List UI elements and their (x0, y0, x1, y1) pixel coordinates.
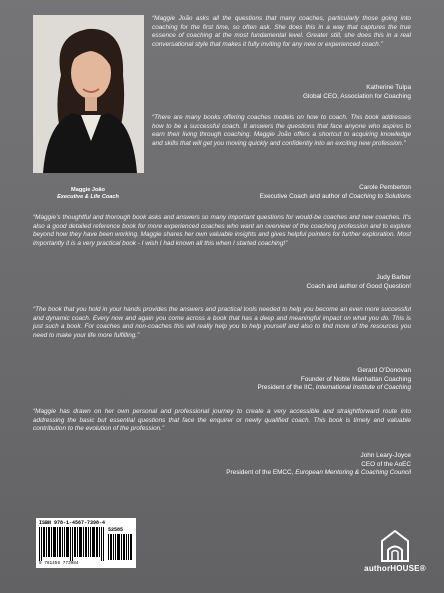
publisher-logo (360, 530, 430, 580)
author-name: Maggie João (71, 187, 105, 193)
isbn-barcode (36, 518, 136, 568)
testimonial-attribution (152, 84, 411, 101)
affiliation-text: President of the EMCC, (226, 469, 296, 477)
affiliation-text: President of the IIC, (257, 384, 316, 392)
testimonial-author: John Leary-Joyce (360, 452, 411, 459)
testimonial-attribution (33, 452, 411, 478)
house-icon (381, 530, 409, 562)
barcode-digits: 9 781456 773984 (39, 561, 79, 566)
testimonial-quote: “Maggie’s thoughtful and thorough book asks and answers so many important questions for would-be coaches and new coaches. It’s also a good detailed reference book for more experienced coaches who want an overview of the coaching profession and to explore beyond how they have been working. Maggie shares her own valuable insights and gives helpful pointers for further exploration. Most importantly it is a very practical book - I wish I had known all this when I started coaching!” (33, 214, 411, 247)
price-code: 52585 (108, 527, 124, 533)
price-barcode-bars (108, 534, 133, 560)
testimonial-affiliation: Global CEO, Association for Coaching (303, 92, 411, 100)
barcode-bars (39, 527, 105, 561)
affiliation-title: European Mentoring & Coaching Council (295, 469, 411, 477)
author-photo (33, 15, 144, 173)
testimonial-affiliation: CEO of the AoEC (361, 460, 411, 468)
testimonial-author: Katherine Tulpa (366, 84, 411, 91)
testimonial-affiliation: Founder of Noble Manhattan Coaching (300, 375, 411, 383)
testimonial-attribution (33, 367, 411, 393)
testimonial-quote: “The book that you hold in your hands provides the answers and practical tools needed to help you become an even more successful and dynamic coach. Every now and again you come across a book that has a deep and meaningful impact on what you do. This is just such a book. For coaches and non-coaches this will really help you to help yourself and also to find more of the resources you need to make your life more fulfilling.” (33, 306, 411, 339)
affiliation-text: Executive Coach and author of (259, 192, 349, 200)
affiliation-title: International Institute of Coaching (315, 384, 411, 392)
author-role: Executive & Life Coach (57, 194, 119, 200)
testimonial-quote: “There are many books offering coaches models on how to coach. This book addresses how to be a successful coach. It answers the questions that face anyone who aspires to earn their living through coaching. Maggie João offers a shortcut to acquiring knowledge and skills that will get you moving quickly and confidently into an exciting new profession.” (152, 114, 411, 147)
testimonial-author: Judy Barber (376, 274, 411, 281)
publisher-name: authorHOUSE® (364, 564, 426, 573)
testimonial-author: Carole Pemberton (359, 184, 411, 191)
testimonial-author: Gerard O’Donovan (357, 367, 411, 374)
testimonial-quote: “Maggie João asks all the questions that many coaches, particularly those going into coaching for the first time, so often ask. She does this in a way that captures the true essence of coaching at the most fundamental level. Greater still, she does this in a real conversational style that makes it fully inviting for any new or experienced coach.” (152, 15, 411, 48)
affiliation-title: Coaching to Solutions (348, 192, 411, 200)
testimonial-affiliation (152, 193, 411, 202)
testimonial-attribution (152, 184, 411, 201)
testimonial-attribution (33, 274, 411, 291)
author-portrait-image (33, 15, 144, 173)
testimonial-affiliation (33, 384, 411, 393)
isbn-number: ISBN 978-1-4567-7398-4 (39, 520, 106, 526)
testimonial-affiliation: Coach and author of Good Question! (306, 282, 411, 290)
testimonial-affiliation (33, 469, 411, 478)
testimonial-quote: “Maggie has drawn on her own personal and professional journey to create a very accessible and straightforward route into addressing the basic but essential questions that face the enquirer or newly qualified coach. This book is timely and valuable contribution to the evolution of the profession.” (33, 408, 411, 433)
author-caption (22, 187, 154, 201)
